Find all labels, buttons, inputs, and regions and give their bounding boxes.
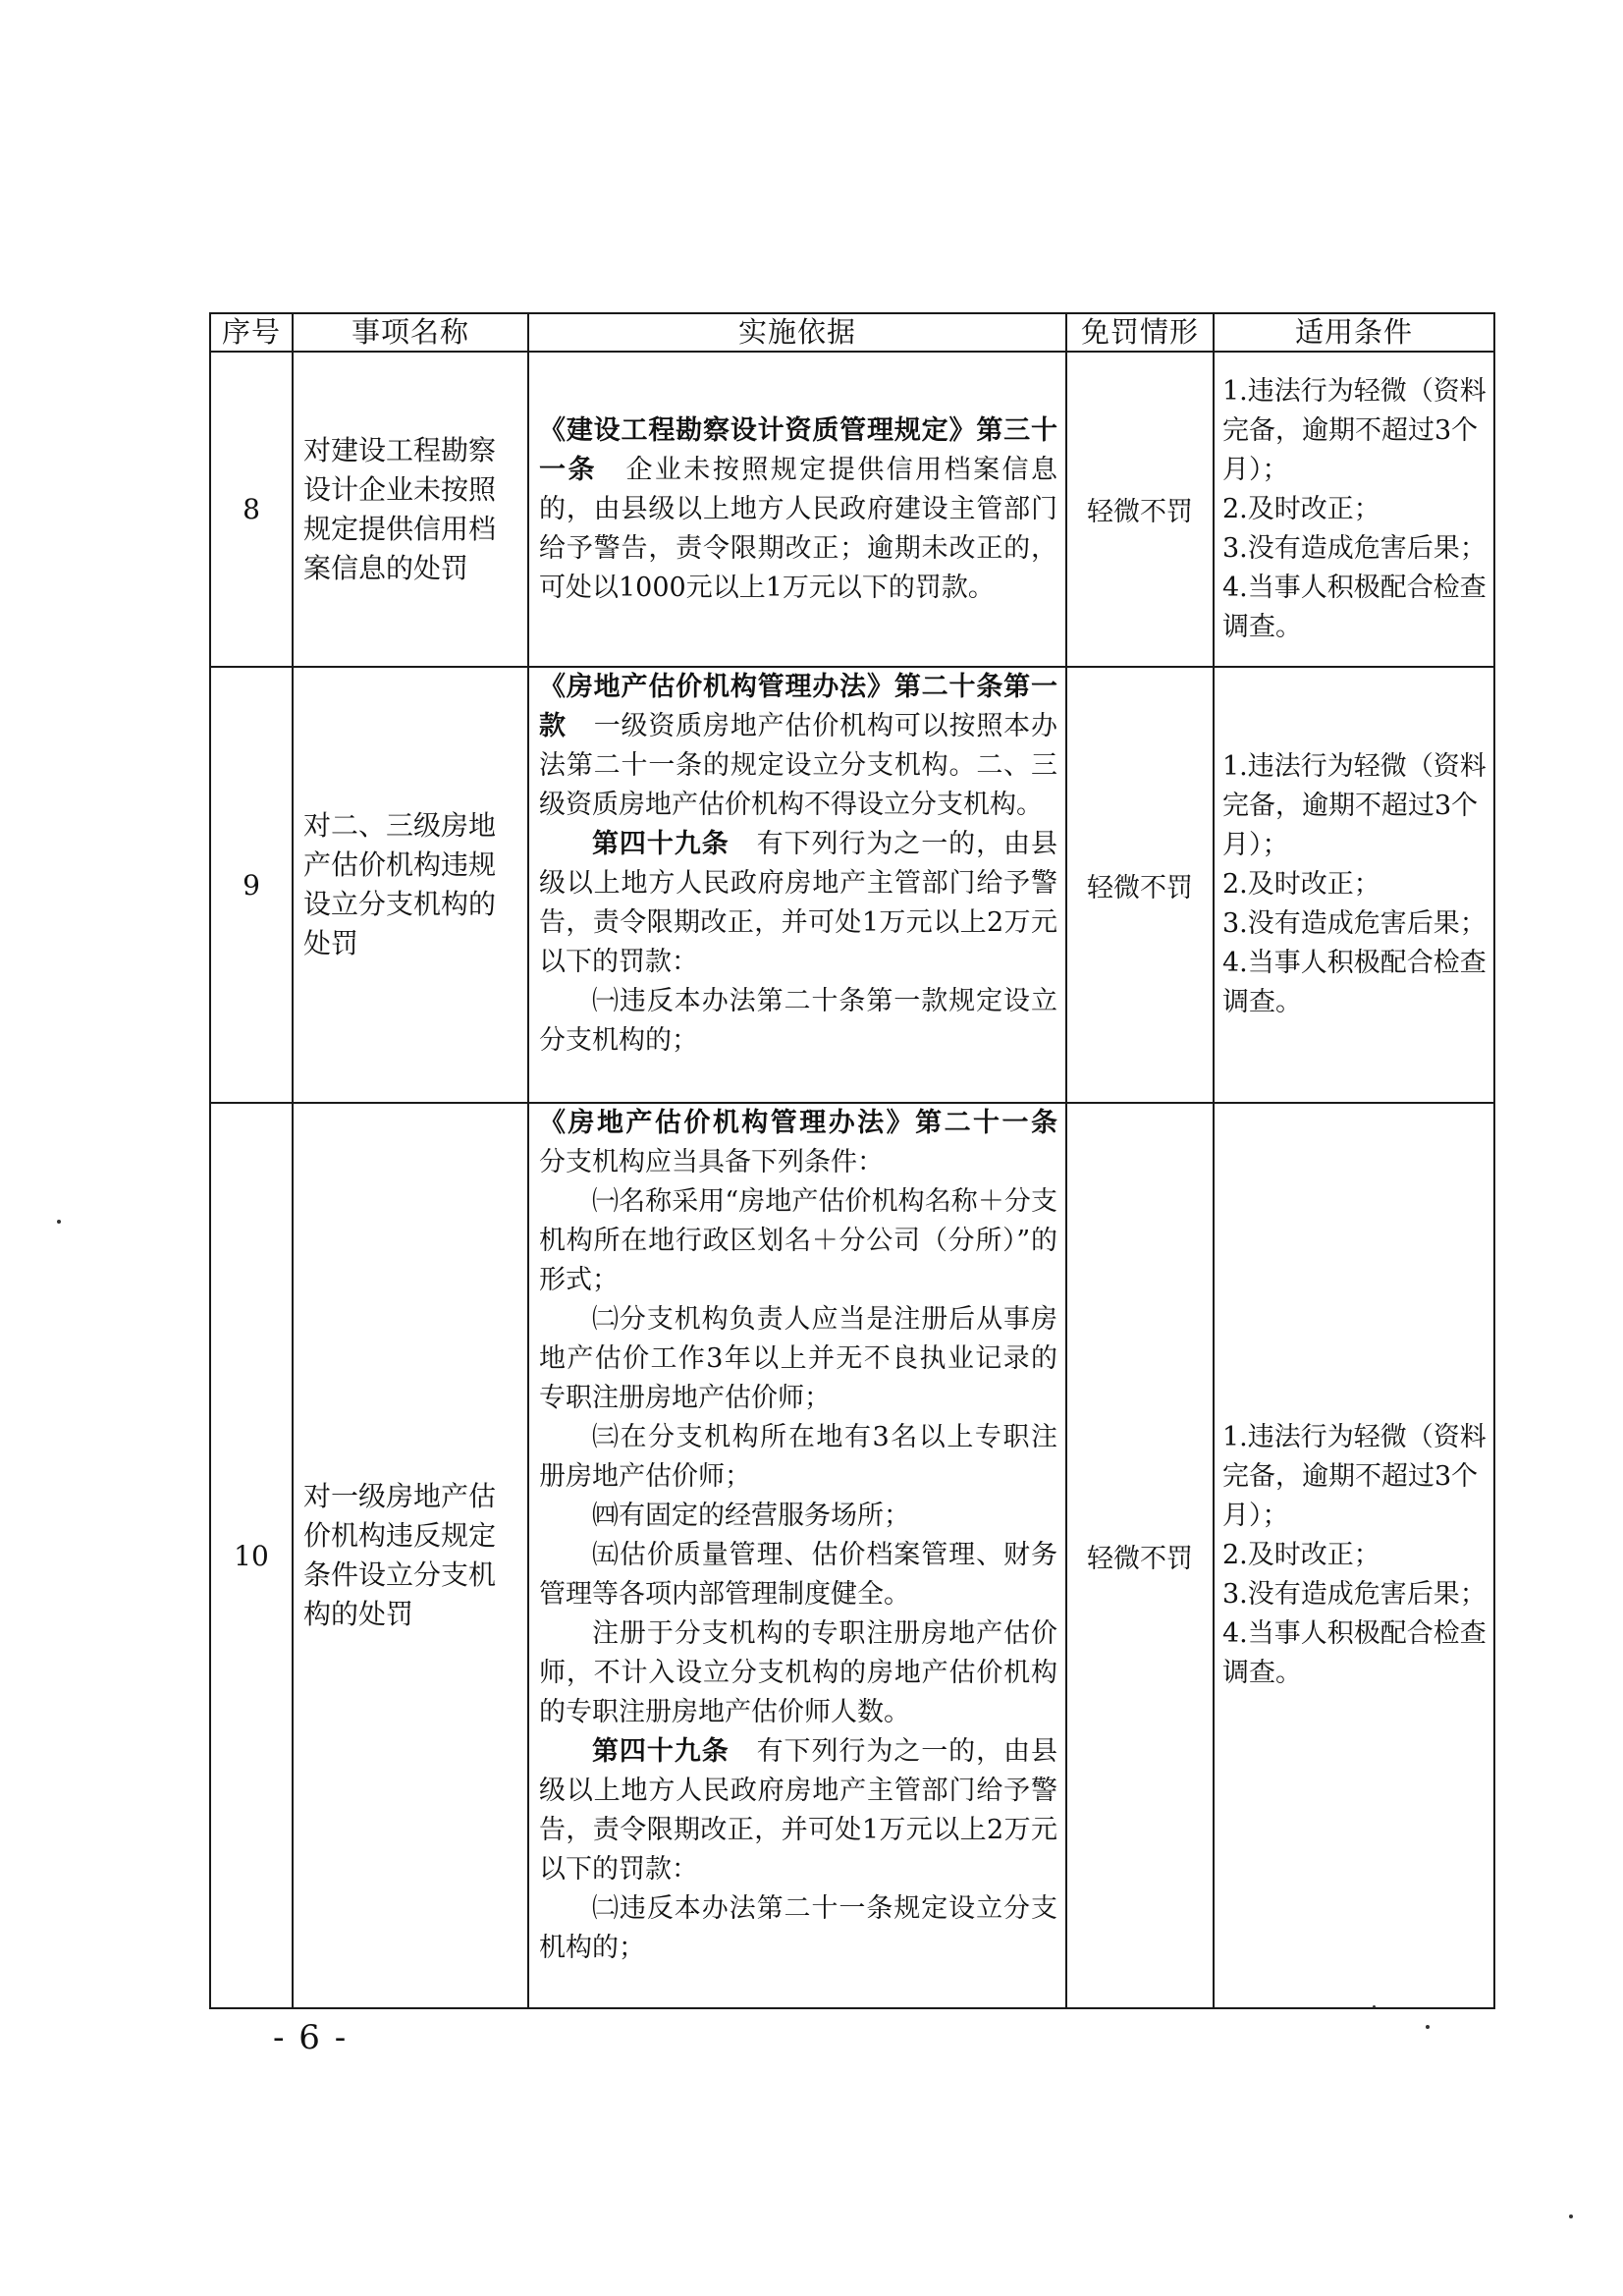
condition-item: 3.没有造成危害后果；: [1222, 1579, 1487, 1610]
legal-basis: [528, 1103, 1066, 2008]
header-serial-number: 序号: [210, 313, 293, 352]
basis-text: 一级资质房地产估价机构可以按照本办法第二十一条的规定设立分支机构。二、三级资质房地产估价机构不得设立分支机构。: [539, 711, 1058, 820]
basis-text: 分支机构应当具备下列条件：: [539, 1147, 884, 1177]
applicable-conditions: [1214, 667, 1494, 1103]
table-row: [210, 1103, 1494, 2008]
basis-item: 注册于分支机构的专职注册房地产估价师，不计入设立分支机构的房地产估价机构的专职注册房地产估价师人数。: [539, 1618, 1057, 1727]
basis-item: ㈢在分支机构所在地有3名以上专职注册房地产估价师；: [539, 1422, 1057, 1492]
basis-text: 企业未按照规定提供信用档案信息的，由县级以上地方人民政府建设主管部门给予警告，责令限期改正；逾期未改正的，可处以1000元以上1万元以下的罚款。: [539, 454, 1058, 603]
item-name: 对二、三级房地产估价机构违规设立分支机构的处罚: [293, 667, 528, 1103]
row-number: 8: [210, 352, 293, 667]
applicable-conditions: [1214, 1103, 1494, 2008]
condition-item: 4.当事人积极配合检查调查。: [1222, 1618, 1487, 1688]
table-header-row: [210, 313, 1494, 352]
applicable-conditions: [1214, 352, 1494, 667]
exemption-type: 轻微不罚: [1066, 1103, 1214, 2008]
basis-item: ㈠名称采用“房地产估价机构名称＋分支机构所在地行政区划名＋分公司（分所）”的形式；: [539, 1186, 1057, 1295]
header-legal-basis: 实施依据: [528, 313, 1066, 352]
condition-item: 4.当事人积极配合检查调查。: [1222, 572, 1487, 642]
table-row: [210, 352, 1494, 667]
basis-item: ㈠违反本办法第二十条第一款规定设立分支机构的；: [539, 986, 1057, 1056]
scan-speck: [1373, 2005, 1376, 2008]
basis-article: 第四十九条: [592, 1736, 730, 1767]
basis-article-text: 有下列行为之一的，由县级以上地方人民政府房地产主管部门给予警告，责令限期改正，并可处1万元以上2万元以下的罚款：: [539, 1736, 1057, 1885]
basis-item: ㈣有固定的经营服务场所；: [592, 1501, 910, 1531]
basis-item: ㈡分支机构负责人应当是注册后从事房地产估价工作3年以上并无不良执业记录的专职注册房地产估价师；: [539, 1304, 1057, 1413]
condition-item: 3.没有造成危害后果；: [1222, 908, 1487, 939]
item-name: 对建设工程勘察设计企业未按照规定提供信用档案信息的处罚: [293, 352, 528, 667]
row-number: 9: [210, 667, 293, 1103]
basis-item: ㈤估价质量管理、估价档案管理、财务管理等各项内部管理制度健全。: [539, 1540, 1057, 1610]
exemption-type: 轻微不罚: [1066, 667, 1214, 1103]
header-applicable-conditions: 适用条件: [1214, 313, 1494, 352]
legal-basis: [528, 352, 1066, 667]
legal-basis: [528, 667, 1066, 1103]
basis-article: 第四十九条: [592, 829, 730, 859]
exemption-type: 轻微不罚: [1066, 352, 1214, 667]
basis-item: ㈡违反本办法第二十一条规定设立分支机构的；: [539, 1893, 1057, 1963]
condition-item: 2.及时改正；: [1222, 493, 1380, 524]
basis-article-text: 有下列行为之一的，由县级以上地方人民政府房地产主管部门给予警告，责令限期改正，并可处1万元以上2万元以下的罚款：: [539, 829, 1057, 977]
scan-speck: [57, 1220, 61, 1224]
condition-item: 4.当事人积极配合检查调查。: [1222, 948, 1487, 1017]
table-row: [210, 667, 1494, 1103]
condition-item: 1.违法行为轻微（资料完备，逾期不超过3个月）；: [1222, 375, 1487, 485]
basis-lead: 《房地产估价机构管理办法》第二十条第一款: [539, 672, 1057, 741]
basis-lead: 《房地产估价机构管理办法》第二十一条: [539, 1108, 1057, 1138]
condition-item: 2.及时改正；: [1222, 1540, 1380, 1570]
header-item-name: 事项名称: [293, 313, 528, 352]
row-number: 10: [210, 1103, 293, 2008]
basis-lead: 《建设工程勘察设计资质管理规定》第三十一条: [539, 414, 1057, 485]
header-exemption-type: 免罚情形: [1066, 313, 1214, 352]
condition-item: 1.违法行为轻微（资料完备，逾期不超过3个月）；: [1222, 751, 1487, 860]
scan-speck: [1426, 2025, 1430, 2029]
penalty-exemption-table: [209, 312, 1495, 2009]
condition-item: 1.违法行为轻微（资料完备，逾期不超过3个月）；: [1222, 1422, 1487, 1531]
condition-item: 2.及时改正；: [1222, 869, 1380, 900]
condition-item: 3.没有造成危害后果；: [1222, 532, 1487, 564]
scan-speck: [1569, 2214, 1573, 2218]
item-name: 对一级房地产估价机构违反规定条件设立分支机构的处罚: [293, 1103, 528, 2008]
page-number: - 6 -: [273, 2018, 349, 2057]
